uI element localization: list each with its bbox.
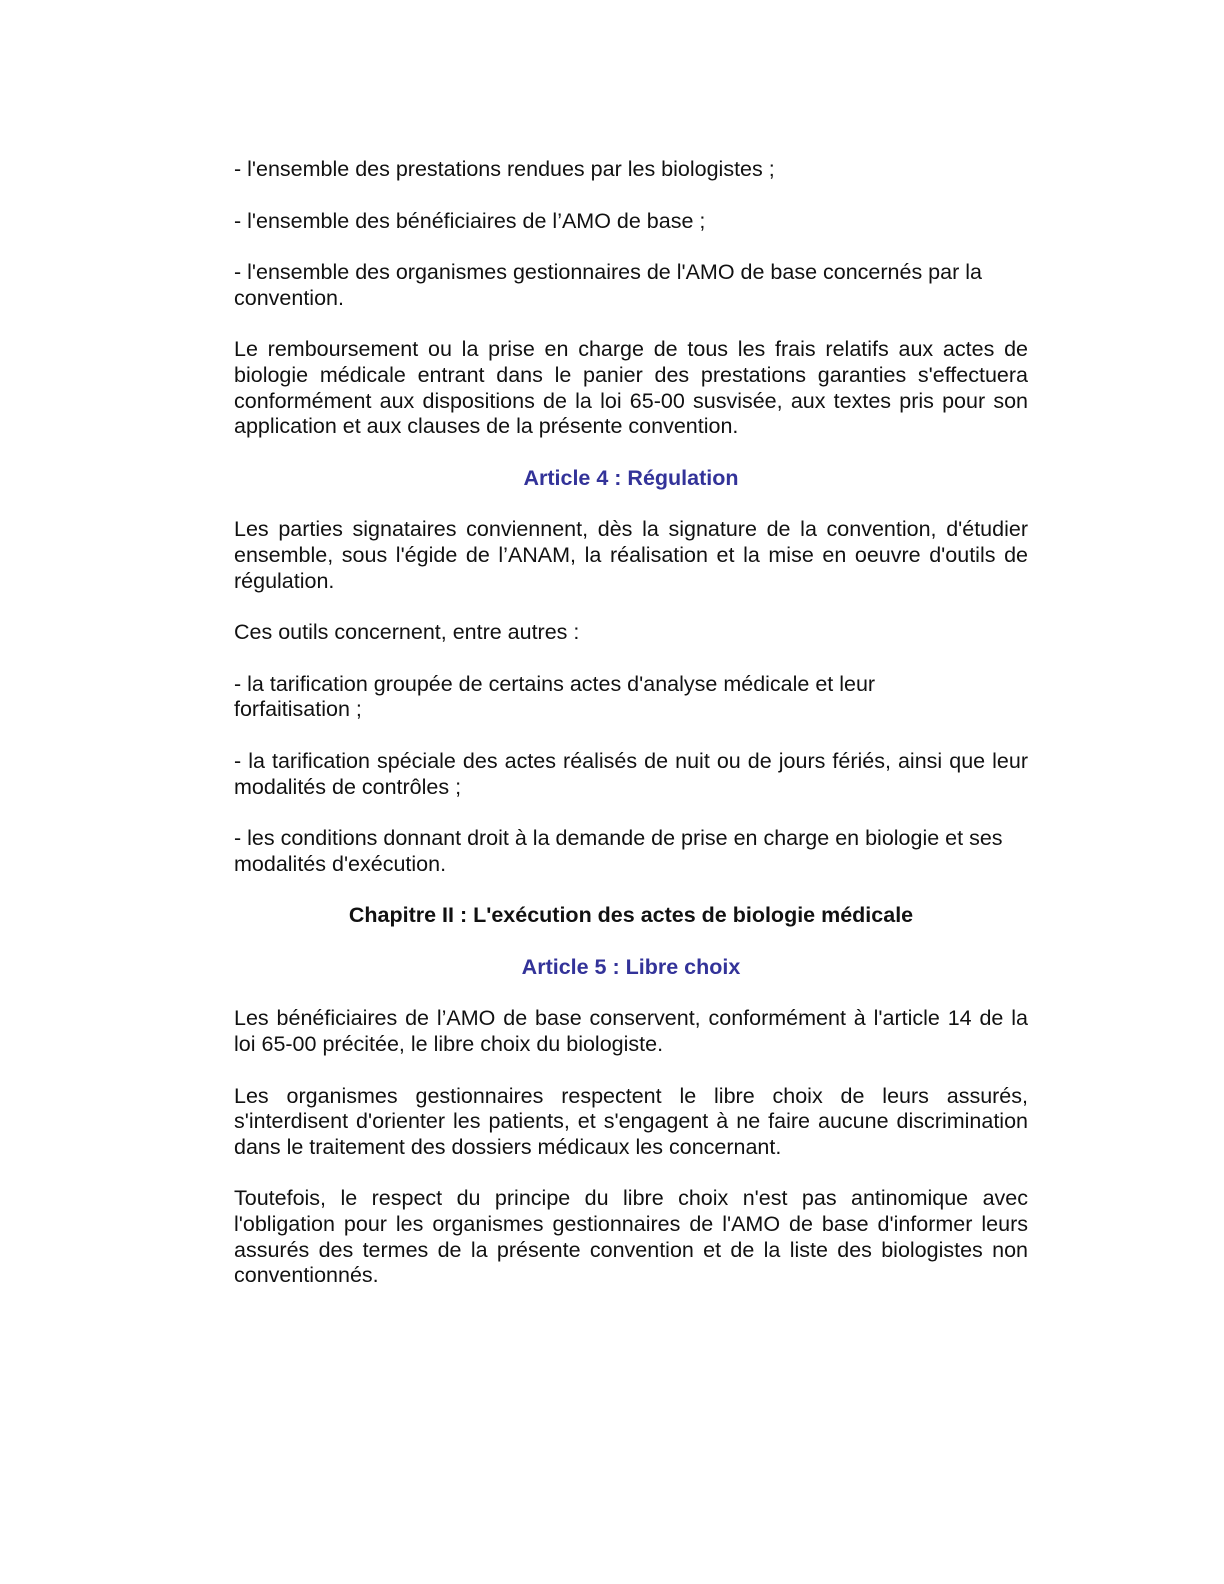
paragraph-libre-choix: Les bénéficiaires de l’AMO de base conservent, conformément à l'article 14 de la loi 65-00 précitée, le libre choix du biologiste. — [234, 1006, 1028, 1057]
list-item-tarification-speciale: - la tarification spéciale des actes réalisés de nuit ou de jours fériés, ainsi que leur modalités de contrôles ; — [234, 748, 1028, 799]
list-item-organismes: - l'ensemble des organismes gestionnaires de l'AMO de base concernés par la convention. — [234, 260, 982, 310]
chapter-2-heading: Chapitre II : L'exécution des actes de biologie médicale — [348, 903, 914, 928]
article-4-heading: Article 4 : Régulation — [523, 465, 739, 490]
paragraph-outils-intro: Ces outils concernent, entre autres : — [234, 620, 580, 645]
paragraph-parties-signataires: Les parties signataires conviennent, dès la signature de la convention, d'étudier ensemble, sous l'égide de l’ANAM, la réalisation et la mise en oeuvre d'outils de régulation. — [234, 517, 1028, 593]
list-item-conditions: - les conditions donnant droit à la demande de prise en charge en biologie et ses modalités d'exécution. — [234, 826, 1003, 876]
paragraph-organismes-respectent: Les organismes gestionnaires respectent le libre choix de leurs assurés, s'interdisent d'orienter les patients, et s'engagent à ne faire aucune discrimination dans le traitement des dossiers médicaux les concernant. — [234, 1083, 1028, 1159]
document-page — [234, 157, 1028, 1289]
list-item-prestations: - l'ensemble des prestations rendues par les biologistes ; — [234, 157, 775, 181]
paragraph-toutefois: Toutefois, le respect du principe du libre choix n'est pas antinomique avec l'obligation pour les organismes gestionnaires de l'AMO de base d'informer leurs assurés des termes de la présente convention et de la liste des biologistes non conventionnés. — [234, 1186, 1028, 1288]
list-item-beneficiaires: - l'ensemble des bénéficiaires de l’AMO de base ; — [234, 208, 706, 233]
list-item-tarification-groupee: - la tarification groupée de certains actes d'analyse médicale et leur forfaitisation ; — [234, 671, 876, 722]
article-5-heading: Article 5 : Libre choix — [521, 954, 741, 979]
paragraph-remboursement: Le remboursement ou la prise en charge de tous les frais relatifs aux actes de biologie médicale entrant dans le panier des prestations garanties s'effectuera conformément aux dispositions de la loi 65-00 susvisée, aux textes pris pour son application et aux clauses de la présente convention. — [234, 337, 1028, 439]
